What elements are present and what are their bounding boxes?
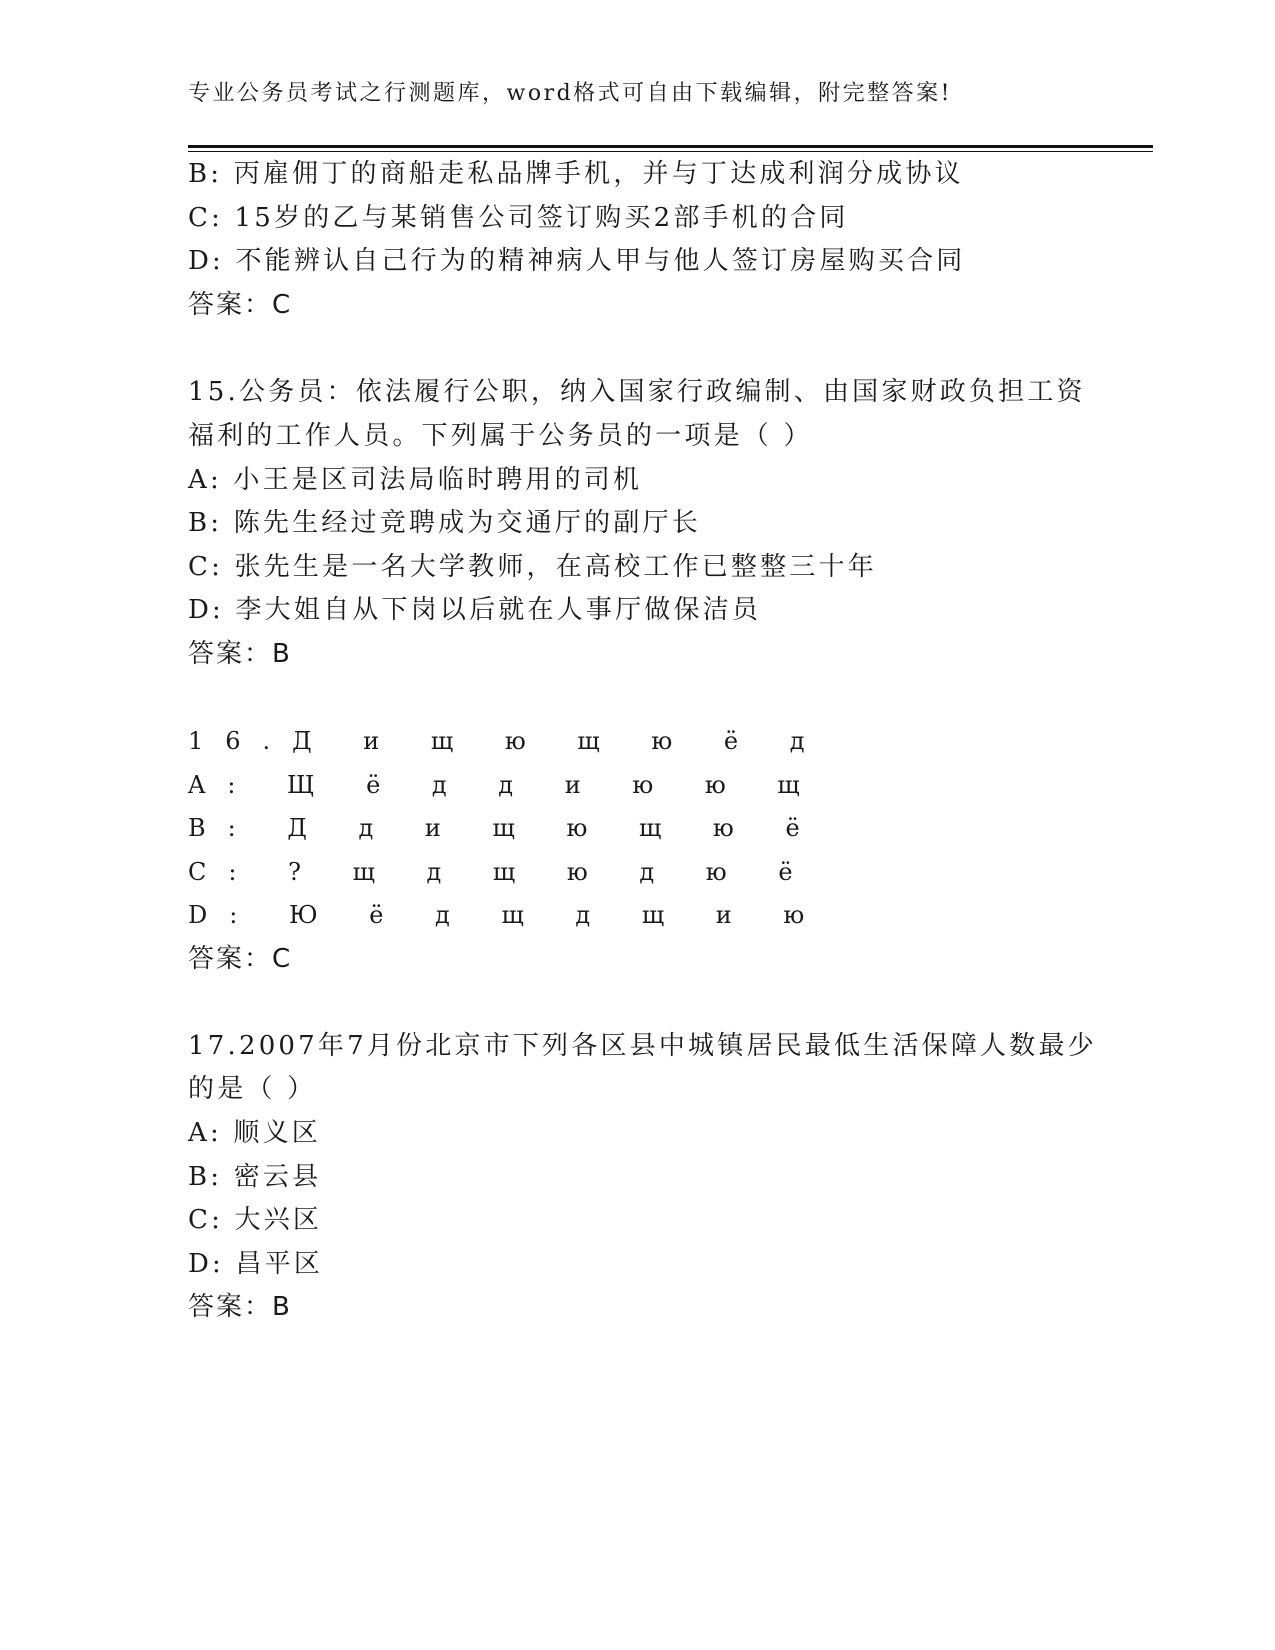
q14-option-b: B: 丙雇佣丁的商船走私品牌手机，并与丁达成利润分成协议: [188, 159, 964, 189]
q17-answer: 答案：B: [188, 1292, 292, 1322]
q17-option-b: B: 密云县: [188, 1162, 322, 1192]
q15-option-d: D: 李大姐自从下岗以后就在人事厅做保洁员: [188, 595, 762, 625]
q17-stem-line-1: 17.2007年7月份北京市下列各区县中城镇居民最低生活保障人数最少: [188, 1031, 1097, 1061]
q16-option-b: B: Д д и щ ю щ ю ё: [188, 814, 822, 842]
q17-option-c: C: 大兴区: [188, 1205, 323, 1235]
q15-option-b: B: 陈先生经过竞聘成为交通厅的副厅长: [188, 508, 701, 538]
q15-option-c: C: 张先生是一名大学教师，在高校工作已整整三十年: [188, 552, 877, 582]
q14-answer: 答案：C: [188, 290, 293, 320]
q14-option-c: C: 15岁的乙与某销售公司签订购买2部手机的合同: [188, 203, 849, 233]
q14-option-d: D: 不能辨认自己行为的精神病人甲与他人签订房屋购买合同: [188, 246, 966, 276]
q17-option-d: D: 昌平区: [188, 1249, 324, 1279]
q17-option-a: A: 顺义区: [188, 1118, 322, 1148]
q15-answer: 答案：B: [188, 639, 292, 669]
q16-option-d: D: Ю ё д щ д щ и ю: [188, 901, 827, 929]
q16-answer: 答案：C: [188, 944, 293, 974]
q16-option-a: A: Щ ё д д и ю ю щ: [188, 771, 822, 799]
q15-stem-line-1: 15.公务员：依法履行公职，纳入国家行政编制、由国家财政负担工资: [188, 377, 1086, 407]
q15-stem-line-2: 福利的工作人员。下列属于公务员的一项是（ ）: [188, 421, 813, 451]
q17-stem-line-2: 的是（ ）: [188, 1074, 317, 1104]
q16-option-c: C: ? щ д щ ю д ю ё: [188, 858, 815, 886]
q16-stem: 16.Д и щ ю щ ю ё д: [188, 727, 827, 755]
q15-option-a: A: 小王是区司法局临时聘用的司机: [188, 465, 643, 495]
header-rule-thick: [188, 145, 1153, 148]
page-header: 专业公务员考试之行测题库，word格式可自由下载编辑，附完整答案!: [188, 81, 953, 106]
header-rule-thin: [188, 151, 1153, 152]
